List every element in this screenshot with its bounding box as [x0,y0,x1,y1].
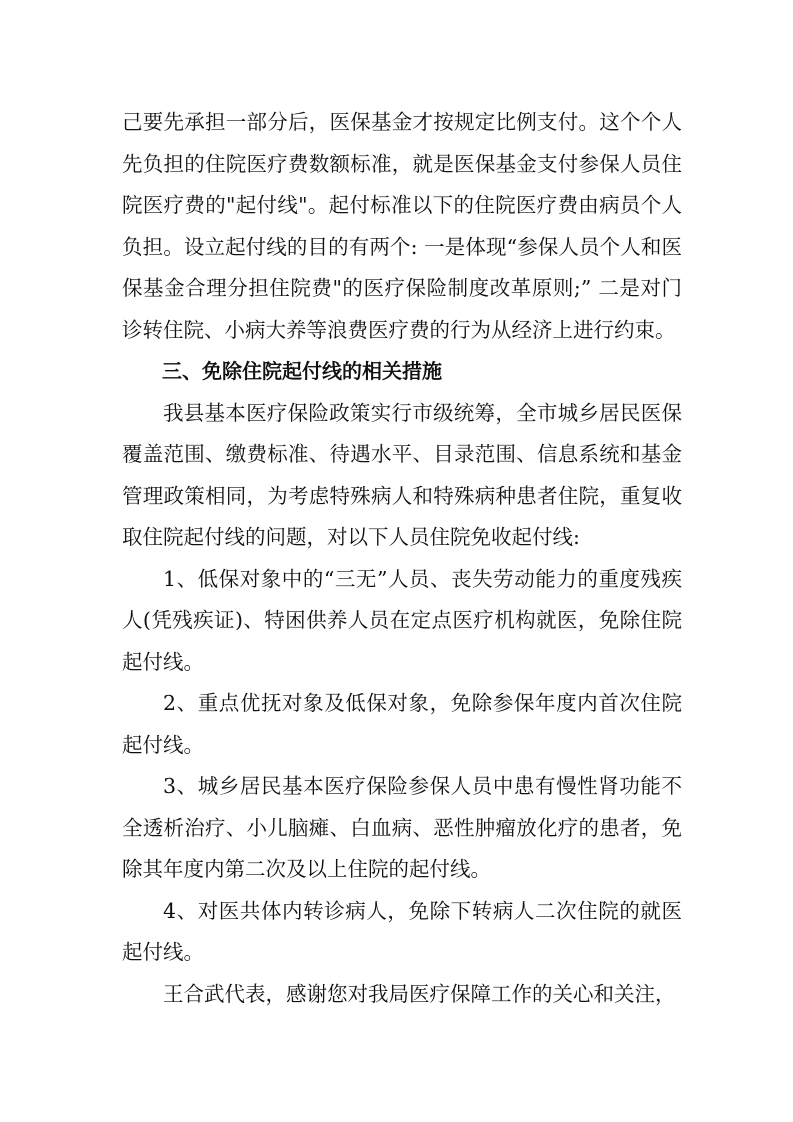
list-item-exemption-1: 1、低保对象中的“三无”人员、丧失劳动能力的重度残疾人(凭残疾证)、特困供养人员在定点医疗机构就医，免除住院起付线。 [122,566,682,674]
paragraph-closing-thanks: 王合武代表，感谢您对我局医疗保障工作的关心和关注， [163,981,676,1006]
list-item-exemption-2: 2、重点优抚对象及低保对象，免除参保年度内首次住院起付线。 [122,691,682,757]
list-item-exemption-4: 4、对医共体内转诊病人，免除下转病人二次住院的就医起付线。 [122,898,682,964]
paragraph-policy-overview: 我县基本医疗保险政策实行市级统筹，全市城乡居民医保覆盖范围、缴费标准、待遇水平、目录范围、信息系统和基金管理政策相同，为考虑特殊病人和特殊病种患者住院，重复收取住院起付线的问题，对以下人员住院免收起付线: [122,400,682,549]
paragraph-cost-sharing: 己要先承担一部分后，医保基金才按规定比例支付。这个个人先负担的住院医疗费数额标准，就是医保基金支付参保人员住院医疗费的"起付线"。起付标准以下的住院医疗费由病员个人负担。设立起付线的目的有两个: 一是体现“参保人员个人和医保基金合理分担住院费"的医疗保险制度改革原则;” 二是对门诊转住院、小病大养等浪费医疗费的行为从经济上进行约束。 [122,110,682,342]
document-body [122,102,682,1015]
list-item-exemption-3: 3、城乡居民基本医疗保险参保人员中患有慢性肾功能不全透析治疗、小儿脑瘫、白血病、恶性肿瘤放化疗的患者，免除其年度内第二次及以上住院的起付线。 [122,774,682,881]
section-heading-exemption-measures: 三、免除住院起付线的相关措施 [162,359,442,383]
